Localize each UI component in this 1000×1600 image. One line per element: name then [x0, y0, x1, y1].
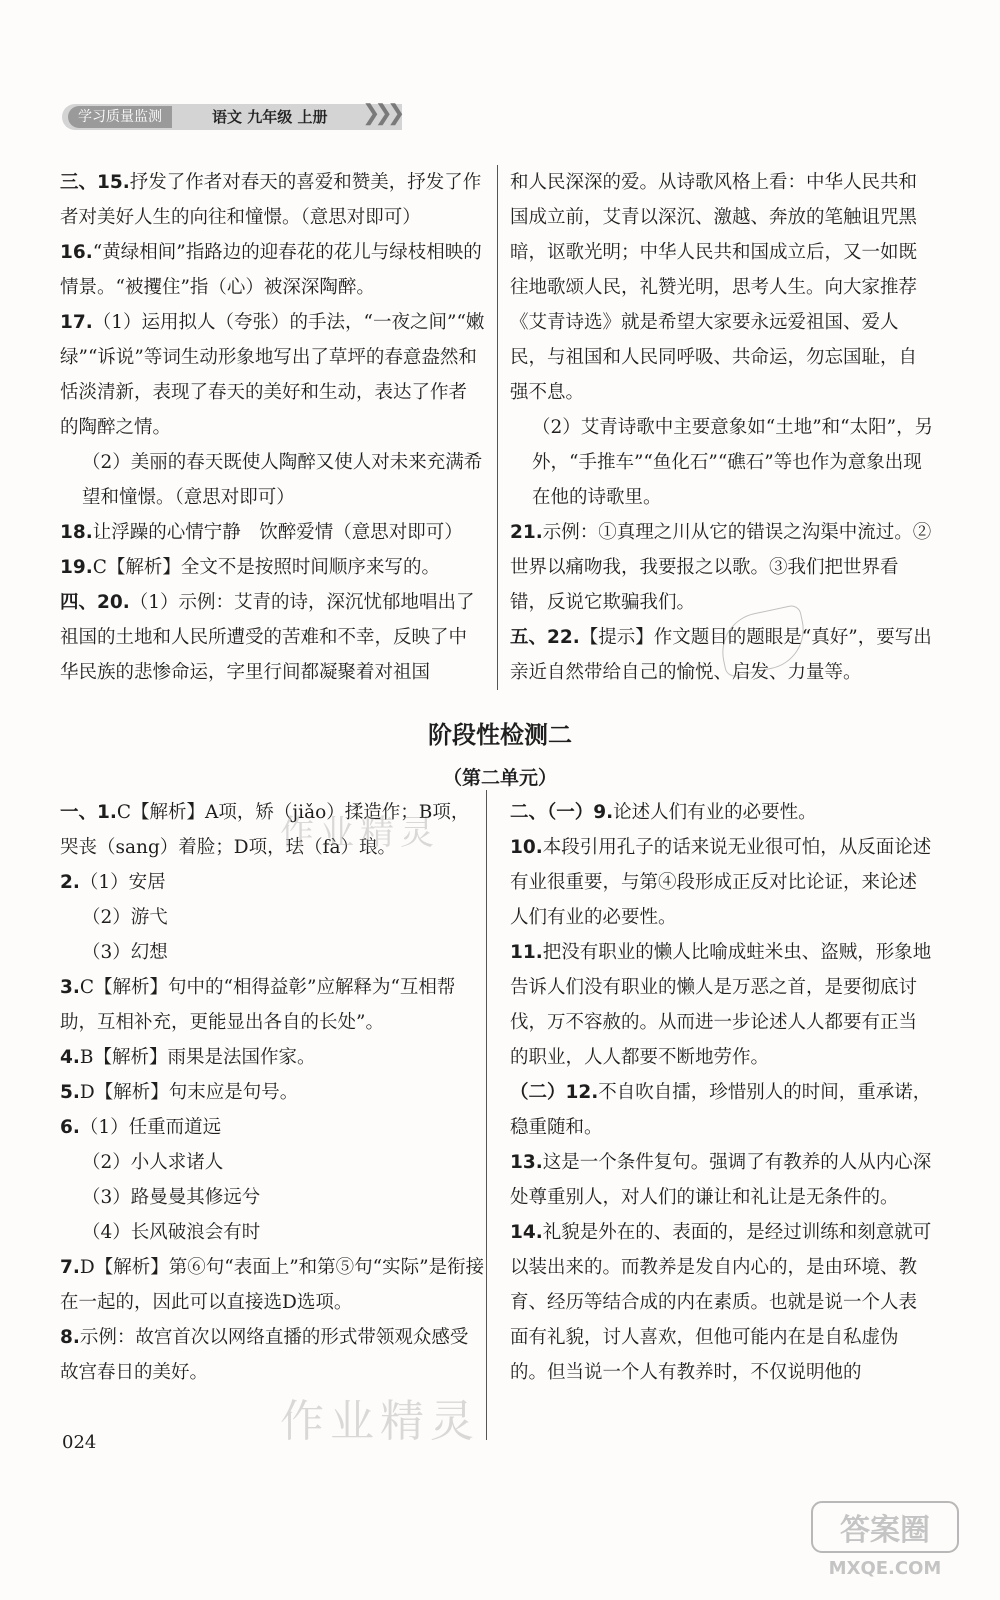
answer-item	[60, 1110, 485, 1145]
answer-item	[510, 410, 935, 515]
subject-line: 语文 九年级 上册	[212, 108, 328, 126]
item-number: 6.	[60, 1117, 80, 1138]
item-text: 和人民深深的爱。从诗歌风格上看：中华人民共和国成立前，艾青以深沉、激越、奔放的笔触诅咒黑暗，讴歌光明；中华人民共和国成立后，又一如既往地歌颂人民，礼赞光明，思考人生。向大家推荐《艾青诗选》就是希望大家要永远爱祖国、爱人民，与祖国和人民同呼吸、共命运，勿忘国耻，自强不息。	[510, 172, 918, 403]
item-text: D【解析】句末应是句号。	[79, 1082, 299, 1103]
item-text: （1）运用拟人（夸张）的手法，“一夜之间”“嫩绿”“诉说”等词生动形象地写出了草坪的春意盎然和恬淡清新，表现了春天的美好和生动，表达了作者的陶醉之情。	[60, 312, 485, 438]
item-text: 礼貌是外在的、表面的，是经过训练和刻意就可以装出来的。而教养是发自内心的，是由环境、教育、经历等结合成的内在素质。也就是说一个人表面有礼貌，讨人喜欢，但他可能内在是自私虚伪的。但当说一个人有教养时，不仅说明他的	[510, 1222, 932, 1383]
watermark: 作业精灵	[280, 813, 440, 853]
item-text: 论述人们有业的必要性。	[613, 802, 817, 823]
item-text: 把没有职业的懒人比喻成蛀米虫、盗贼，形象地告诉人们没有职业的懒人是万恶之首，是要彻底讨伐，万不容赦的。从而进一步论述人人都要有正当的职业，人人都要不断地劳作。	[510, 942, 932, 1068]
column-divider	[497, 165, 498, 690]
item-text: （2）艾青诗歌中主要意象如“土地”和“太阳”，另外，“手推车”“鱼化石”“礁石”等也作为意象出现在他的诗歌里。	[532, 417, 934, 508]
series-label: 学习质量监测	[68, 106, 172, 128]
item-text: （2）小人求诸人	[82, 1152, 224, 1173]
svg-text:MXQE.COM: MXQE.COM	[828, 1558, 942, 1579]
item-text: （2）游弋	[82, 907, 168, 928]
item-text: （1）安居	[79, 872, 166, 893]
answer-item	[60, 1040, 485, 1075]
section-title: 阶段性检测二	[428, 721, 572, 749]
answer-item	[60, 900, 485, 935]
item-number: 13.	[510, 1152, 543, 1173]
item-text: （2）美丽的春天既使人陶醉又使人对未来充满希望和憧憬。（意思对即可）	[82, 452, 483, 508]
item-text: （1）示例：艾青的诗，深沉忧郁地唱出了祖国的土地和人民所遭受的苦难和不幸，反映了中华民族的悲惨命运，字里行间都凝聚着对祖国	[60, 592, 475, 683]
answer-item	[510, 1145, 935, 1215]
item-text: B【解析】雨果是法国作家。	[79, 1047, 316, 1068]
item-text: （1）任重而道远	[79, 1117, 222, 1138]
item-number: 2.	[60, 872, 80, 893]
answer-item	[510, 935, 935, 1075]
answer-item	[60, 1320, 485, 1390]
item-number: 三、15.	[60, 172, 130, 193]
answer-item	[60, 235, 485, 305]
answer-item	[510, 830, 935, 935]
answer-item	[60, 515, 485, 550]
item-number: 10.	[510, 837, 543, 858]
answer-item	[510, 1075, 935, 1145]
item-number: 一、1.	[60, 802, 117, 823]
item-number: 四、20.	[60, 592, 130, 613]
item-number: 19.	[60, 557, 93, 578]
item-number: 二、（一）9.	[510, 802, 614, 823]
item-number: （二）12.	[510, 1082, 599, 1103]
item-text: D【解析】第⑥句“表面上”和第⑤句“实际”是衔接在一起的，因此可以直接选D选项。	[60, 1257, 485, 1313]
item-number: 7.	[60, 1257, 80, 1278]
answer-item	[60, 305, 485, 445]
section2-right-column	[510, 795, 935, 1390]
item-text: （4）长风破浪会有时	[82, 1222, 261, 1243]
watermark: 作业精灵	[280, 1396, 480, 1447]
item-text: 【提示】作文题目的题眼是“真好”，要写出亲近自然带给自己的愉悦、启发、力量等。	[510, 627, 932, 683]
answer-item	[60, 165, 485, 235]
answer-item	[60, 1145, 485, 1180]
answer-item	[60, 445, 485, 515]
section-subtitle: （第二单元）	[442, 767, 557, 789]
item-text: 抒发了作者对春天的喜爱和赞美，抒发了作者对美好人生的向往和憧憬。（意思对即可）	[60, 172, 482, 228]
item-text: C【解析】句中的“相得益彰”应解释为“互相帮助，互相补充，更能显出各自的长处”。	[60, 977, 456, 1033]
item-text: “黄绿相间”指路边的迎春花的花儿与绿枝相映的情景。“被攫住”指（心）被深深陶醉。	[60, 242, 482, 298]
svg-text:答案圈: 答案圈	[840, 1513, 930, 1548]
answer-item	[510, 795, 935, 830]
item-text: 示例：①真理之川从它的错误之沟渠中流过。②世界以痛吻我，我要报之以歌。③我们把世界看错，反说它欺骗我们。	[510, 522, 932, 613]
item-number: 21.	[510, 522, 543, 543]
answer-item	[510, 515, 935, 620]
item-text: C【解析】全文不是按照时间顺序来写的。	[92, 557, 440, 578]
answer-item	[510, 165, 935, 410]
item-number: 16.	[60, 242, 93, 263]
answer-item	[60, 1180, 485, 1215]
book-header	[62, 100, 422, 134]
item-number: 5.	[60, 1082, 80, 1103]
answer-item	[60, 550, 485, 585]
item-number: 17.	[60, 312, 93, 333]
item-number: 11.	[510, 942, 543, 963]
answer-item	[60, 1075, 485, 1110]
item-text: 这是一个条件复句。强调了有教养的人从内心深处尊重别人，对人们的谦让和礼让是无条件的。	[510, 1152, 932, 1208]
item-number: 8.	[60, 1327, 80, 1348]
item-text: （3）路曼曼其修远兮	[82, 1187, 261, 1208]
answer-item	[60, 970, 485, 1040]
item-number: 五、22.	[510, 627, 580, 648]
section2-left-column	[60, 795, 485, 1390]
answer-item	[60, 1250, 485, 1320]
answer-item	[510, 1215, 935, 1390]
arrow-decoration-icon: ❯❯❯	[362, 101, 400, 126]
item-text: （3）幻想	[82, 942, 168, 963]
item-number: 4.	[60, 1047, 80, 1068]
answer-item	[60, 1215, 485, 1250]
item-text: 示例：故宫首次以网络直播的形式带领观众感受故宫春日的美好。	[60, 1327, 469, 1383]
item-number: 18.	[60, 522, 93, 543]
item-text: 不自吹自擂，珍惜别人的时间，重承诺，稳重随和。	[510, 1082, 932, 1138]
section1-left-column	[60, 165, 485, 690]
item-text: 让浮躁的心情宁静 饮醉爱情（意思对即可）	[92, 522, 463, 543]
section1-right-column	[510, 165, 935, 690]
item-text: 本段引用孔子的话来说无业很可怕，从反面论述有业很重要，与第④段形成正反对比论证，来论述人们有业的必要性。	[510, 837, 932, 928]
item-number: 14.	[510, 1222, 543, 1243]
site-logo	[810, 1500, 960, 1580]
answer-item	[60, 935, 485, 970]
item-number: 3.	[60, 977, 80, 998]
column-divider	[486, 790, 487, 1440]
answer-item	[60, 865, 485, 900]
answer-item	[60, 585, 485, 690]
page-number: 024	[62, 1432, 97, 1453]
item-text: C【解析】A项，矫（jiǎo）揉造作；B项，哭丧（sang）着脸；D项，珐（fà）琅。	[60, 802, 470, 858]
